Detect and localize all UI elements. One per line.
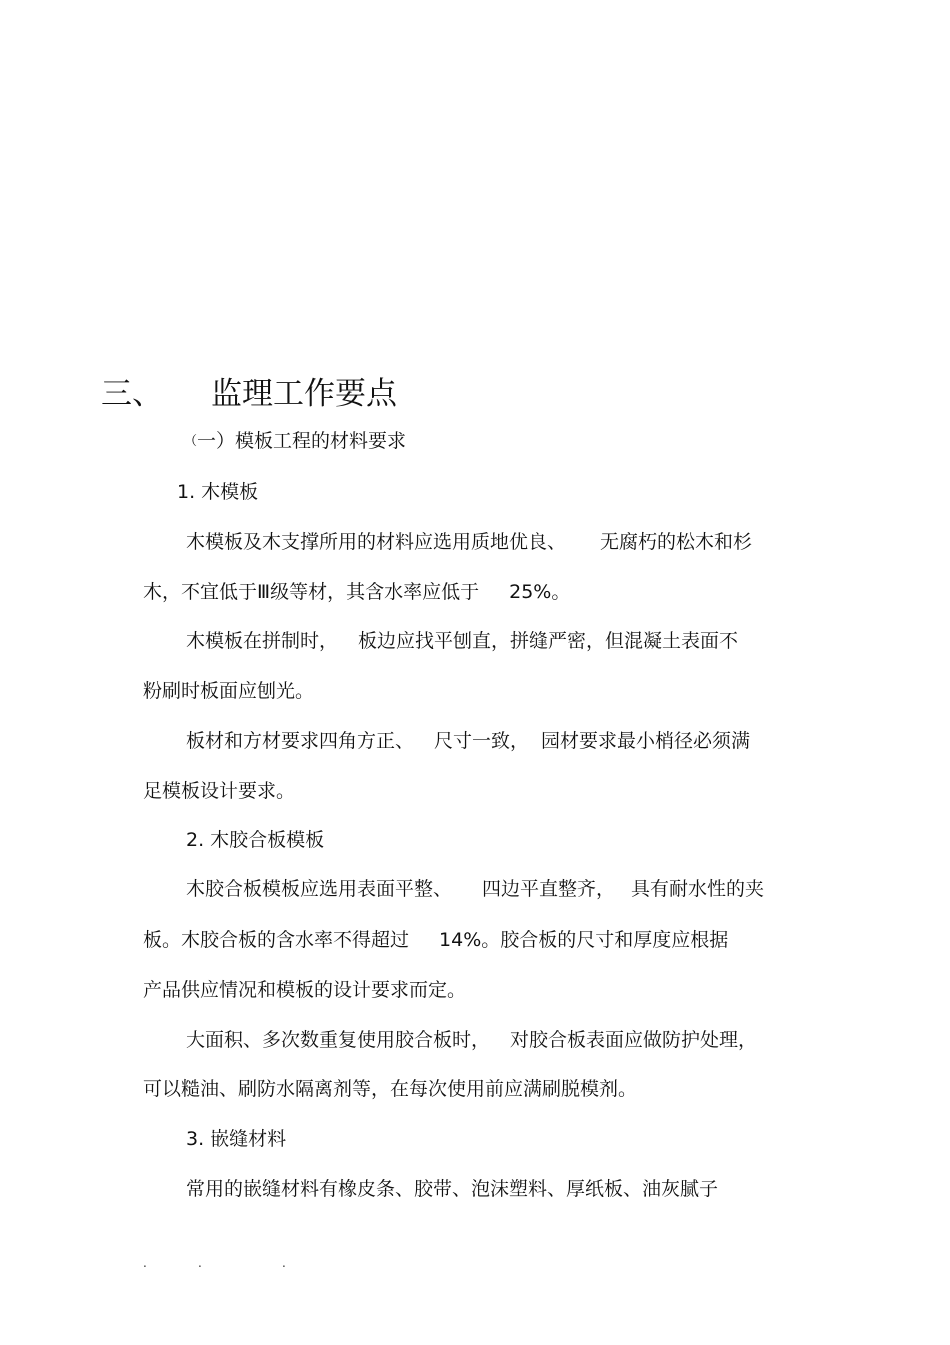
paragraph-line xyxy=(143,580,570,604)
section-title: 监理工作要点 xyxy=(211,376,397,412)
subsection-close-paren: ） xyxy=(216,430,236,452)
subsection-heading xyxy=(184,429,406,454)
section-number: 三、 xyxy=(101,376,163,412)
text-run: 25%。 xyxy=(509,581,571,603)
footer-dot: . xyxy=(143,1256,147,1270)
paragraph-line xyxy=(186,729,750,753)
text-run: 对胶合板表面应做防护处理， xyxy=(510,1029,758,1051)
paragraph-line: 产品供应情况和模板的设计要求而定。 xyxy=(143,979,467,1001)
text-run: 14%。胶合板的尺寸和厚度应根据 xyxy=(439,929,729,951)
text-run: 木，不宜低于Ⅲ级等材，其含水率应低于 xyxy=(143,581,480,603)
paragraph-line: 可以糙油、刷防水隔离剂等，在每次使用前应满刷脱模剂。 xyxy=(143,1078,638,1100)
paragraph-line: 常用的嵌缝材料有橡皮条、胶带、泡沫塑料、厚纸板、油灰腻子 xyxy=(186,1178,719,1200)
item-heading: 2. 木胶合板模板 xyxy=(186,829,325,851)
paragraph-line xyxy=(186,1028,757,1052)
footer-dot: . xyxy=(282,1256,286,1270)
text-run: 木模板及木支撑所用的材料应选用质地优良、 xyxy=(186,531,567,553)
item-heading: 1. 木模板 xyxy=(177,481,259,503)
item-heading: 3. 嵌缝材料 xyxy=(186,1128,287,1150)
subsection-open-paren: （ xyxy=(184,434,198,449)
text-run: 四边平直整齐， xyxy=(482,878,616,900)
text-run: 无腐朽的松木和杉 xyxy=(600,531,753,553)
subsection-title: 模板工程的材料要求 xyxy=(235,430,407,452)
text-run: 园材要求最小梢径必须满 xyxy=(541,730,751,752)
text-run: 板。木胶合板的含水率不得超过 xyxy=(143,929,410,951)
text-run: 木胶合板模板应选用表面平整、 xyxy=(186,878,453,900)
footer-dot: . xyxy=(198,1256,202,1270)
text-run: 板材和方材要求四角方正、 xyxy=(186,730,415,752)
text-run: 具有耐水性的夹 xyxy=(631,878,765,900)
paragraph-line xyxy=(186,877,764,901)
text-run: 木模板在拼制时， xyxy=(186,630,339,652)
paragraph-line xyxy=(143,928,728,952)
paragraph-line xyxy=(186,530,752,554)
text-run: 大面积、多次数重复使用胶合板时， xyxy=(186,1029,491,1051)
paragraph-line: 足模板设计要求。 xyxy=(143,780,296,802)
text-run: 板边应找平刨直，拼缝严密，但混凝土表面不 xyxy=(358,630,739,652)
paragraph-line xyxy=(186,629,738,653)
text-run: 尺寸一致， xyxy=(434,730,530,752)
paragraph-line: 粉刷时板面应刨光。 xyxy=(143,680,315,702)
subsection-marker: 一 xyxy=(197,430,217,452)
